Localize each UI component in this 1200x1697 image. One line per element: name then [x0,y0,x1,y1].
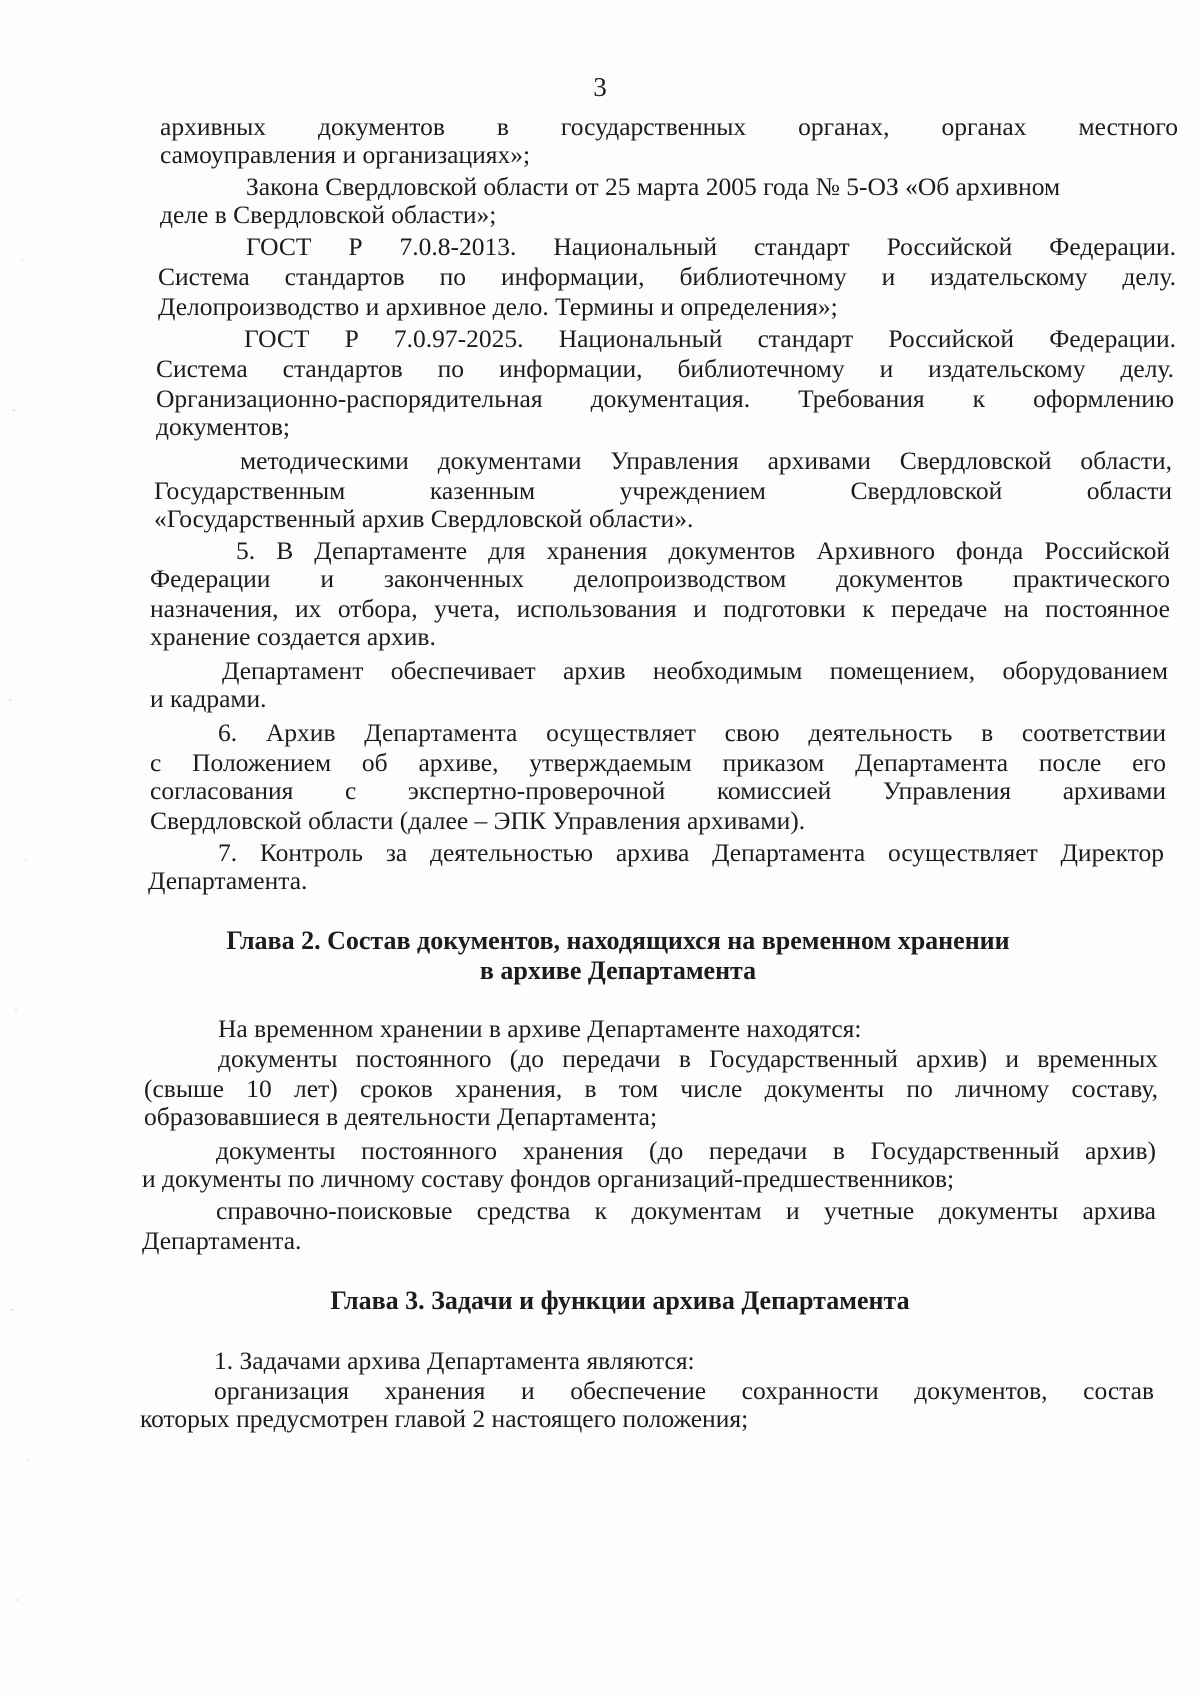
text-line: Делопроизводство и архивное дело. Термины и определения»; [158,292,838,321]
chapter-heading: Глава 3. Задачи и функции архива Департамента [330,1286,910,1315]
text-line: архивных документов в государственных органах, органах местного [160,112,1178,141]
chapter-heading: в архиве Департамента [479,956,757,985]
page-number: 3 [593,72,607,102]
text-line: согласования с экспертно-проверочной комиссией Управления архивами [150,776,1166,805]
text-line: Федерации и законченных делопроизводством документов практического [150,564,1170,593]
text-line: справочно-поисковые средства к документам и учетные документы архива [216,1196,1156,1225]
text-line: 7. Контроль за деятельностью архива Департамента осуществляет Директор [218,838,1164,867]
text-line: «Государственный архив Свердловской области». [154,504,694,533]
chapter-heading: Глава 2. Состав документов, находящихся на временном хранении [226,926,1010,955]
text-line: и документы по личному составу фондов организаций-предшественников; [142,1164,955,1193]
text-line: Департамента. [142,1226,302,1255]
text-line: методическими документами Управления архивами Свердловской области, [240,446,1172,475]
text-line: 6. Архив Департамента осуществляет свою деятельность в соответствии [218,718,1166,747]
text-line: На временном хранении в архиве Департаменте находятся: [218,1014,862,1043]
text-line: документы постоянного (до передачи в Государственный архив) и временных [218,1044,1158,1073]
text-line: организация хранения и обеспечение сохранности документов, состав [214,1376,1154,1405]
text-line: хранение создается архив. [150,622,436,651]
text-line: деле в Свердловской области»; [160,200,497,229]
text-line: Система стандартов по информации, библиотечному и издательскому делу. [158,262,1176,291]
text-line: документы постоянного хранения (до передачи в Государственный архив) [216,1136,1156,1165]
text-line: с Положением об архиве, утверждаемым приказом Департамента после его [150,748,1166,777]
text-line: образовавшиеся в деятельности Департамента; [144,1102,658,1131]
text-line: Департамента. [148,866,308,895]
text-line: (свыше 10 лет) сроков хранения, в том числе документы по личному составу, [144,1074,1158,1103]
text-line: Закона Свердловской области от 25 марта 2005 года № 5-ОЗ «Об архивном [246,172,1061,201]
text-line: которых предусмотрен главой 2 настоящего положения; [140,1404,749,1433]
text-line: самоуправления и организациях»; [160,140,531,169]
text-line: 5. В Департаменте для хранения документов Архивного фонда Российской [236,536,1170,565]
text-line: Государственным казенным учреждением Свердловской области [154,476,1172,505]
text-line: Система стандартов по информации, библиотечному и издательскому делу. [156,354,1174,383]
text-line: ГОСТ Р 7.0.97-2025. Национальный стандарт Российской Федерации. [244,324,1176,353]
text-line: документов; [156,412,290,441]
text-line: ГОСТ Р 7.0.8-2013. Национальный стандарт Российской Федерации. [246,232,1176,261]
text-line: и кадрами. [150,684,267,713]
scan-edge-noise [0,0,60,1697]
text-line: Организационно-распорядительная документация. Требования к оформлению [156,384,1174,413]
text-line: назначения, их отбора, учета, использования и подготовки к передаче на постоянное [150,594,1170,623]
text-line: 1. Задачами архива Департамента являются: [214,1346,695,1375]
text-line: Свердловской области (далее – ЭПК Управления архивами). [150,806,806,835]
text-line: Департамент обеспечивает архив необходимым помещением, оборудованием [222,656,1168,685]
